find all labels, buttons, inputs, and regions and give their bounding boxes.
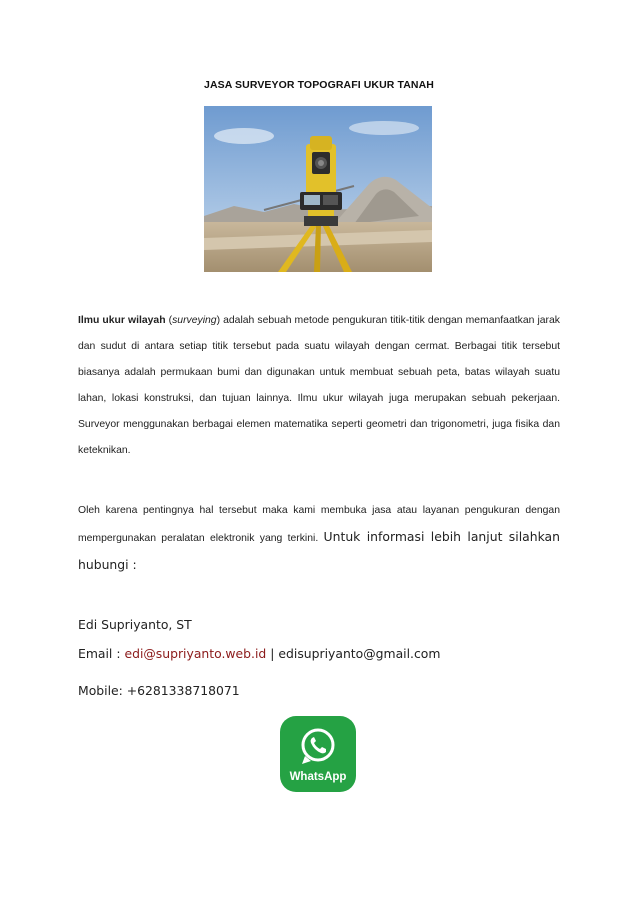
bold-term: Ilmu ukur wilayah — [78, 315, 166, 326]
description-text: adalah sebuah metode pengukuran titik-titik dengan memanfaatkan jarak dan sudut di antara setiap titik tersebut pada suatu wilayah dengan cermat. Berbagai titik tersebut biasanya adalah permukaan bumi dan digunakan untuk membuat sebuah peta, batas wilayah suatu lahan, lokasi konstruksi, dan tujuan lainnya. Ilmu ukur wilayah juga merupakan sebuah pekerjaan. Surveyor menggunakan berbagai elemen matematika seperti geometri dan trigonometri, juga fisika dan keteknikan. — [78, 315, 560, 456]
email-separator: | — [270, 646, 275, 661]
document-title: JASA SURVEYOR TOPOGRAFI UKUR TANAH — [204, 79, 434, 91]
service-text: Oleh karena pentingnya hal tersebut maka kami membuka jasa atau layanan pengukuran dengan mempergunakan peralatan elektronik yang terkini. — [78, 505, 560, 544]
service-paragraph — [78, 498, 560, 580]
whatsapp-button[interactable] — [280, 716, 356, 792]
email-alt: edisupriyanto@gmail.com — [278, 646, 441, 661]
whatsapp-label: WhatsApp — [289, 771, 347, 783]
cta-text: Untuk informasi lebih lanjut silahkan hubungi : — [78, 529, 560, 572]
total-station-image — [204, 106, 432, 272]
email-link[interactable]: edi@supriyanto.web.id — [124, 646, 267, 661]
italic-term: surveying — [172, 315, 217, 326]
contact-mobile: Mobile: +6281338718071 — [78, 683, 240, 698]
contact-email-line — [78, 646, 440, 661]
whatsapp-logo-icon — [280, 716, 356, 792]
surveyor-photo — [204, 106, 432, 272]
email-label: Email : — [78, 646, 121, 661]
contact-name: Edi Supriyanto, ST — [78, 617, 192, 632]
description-paragraph: Ilmu ukur wilayah (surveying) adalah sebuah metode pengukuran titik-titik dengan memanfaatkan jarak dan sudut di antara setiap titik tersebut pada suatu wilayah dengan cermat. Berbagai titik tersebut biasanya adalah permukaan bumi dan digunakan untuk membuat sebuah peta, batas wilayah suatu lahan, lokasi konstruksi, dan tujuan lainnya. Ilmu ukur wilayah juga merupakan sebuah pekerjaan. Surveyor menggunakan berbagai elemen matematika seperti geometri dan trigonometri, juga fisika dan keteknikan. — [78, 315, 560, 456]
